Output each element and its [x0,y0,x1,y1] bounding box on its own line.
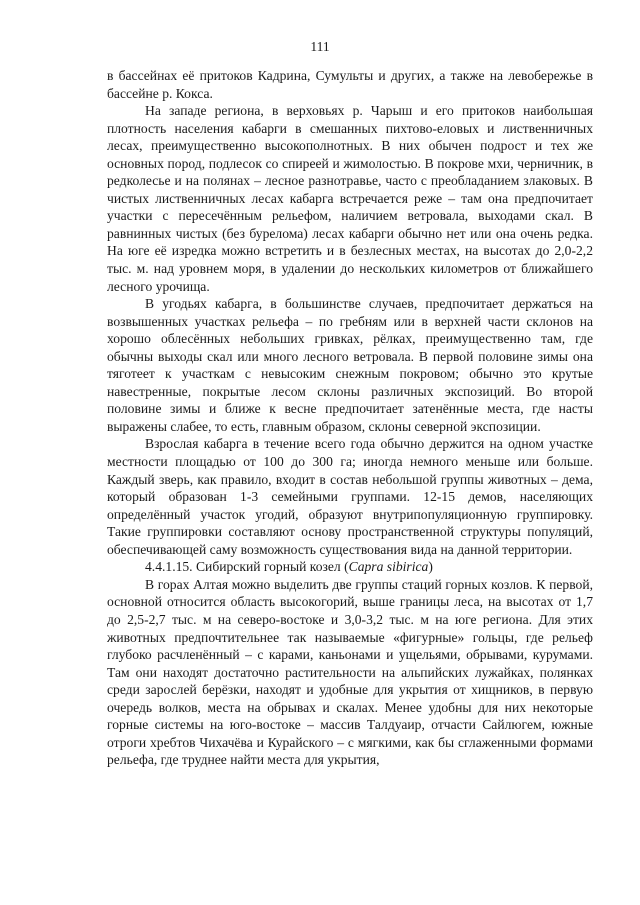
paragraph-continuation: в бассейнах её притоков Кадрина, Сумульты и других, а также на левобережье в бассейне р. Кокса. [107,68,593,101]
section-heading-text: 4.4.1.15. Сибирский горный козел ( [145,559,349,575]
section-heading-close: ) [428,559,433,575]
paragraph: На западе региона, в верховьях р. Чарыш и его притоков наибольшая плотность населения кабарги в смешанных пихтово-еловых и лиственничных лесах, преимущественно высокополнотных. В них обычен подрост и тех же основных пород, подлесок со спиреей и жимолостью. В покрове мхи, черничник, в редколесье и на полянах – лесное разнотравье, часто с преобладанием злаковых. В чистых лиственничных лесах кабарга встречается реже – там она предпочитает участки с пересечённым рельефом, наличием ветровала, выходами скал. В равнинных чистых (без бурелома) лесах кабарги обычно нет или она очень редка. На юге её изредка можно встретить и в безлесных местах, на высотах до 2,0-2,2 тыс. м. над уровнем моря, в удалении до нескольких километров от ближайшего лесного урочища. [107,103,593,294]
page-number: 111 [310,39,330,54]
body-text [107,67,593,769]
section-heading [107,558,593,576]
paragraph: В горах Алтая можно выделить две группы стаций горных козлов. К первой, основной относится область высокогорий, выше границы леса, на высотах от 1,7 до 2,5-2,7 тыс. м на северо-востоке и 3,0-3,2 тыс. м на юге региона. Для этих животных предпочтительнее так называемые «фигурные» гольцы, где рельеф глубоко расчленённый – с карами, каньонами и ущельями, обрывами, курумами. Там они находят достаточно растительности на альпийских лужайках, полянках среди зарослей берёзки, находят и удобные для укрытия от хищников, в первую очередь волков, места на обрывах и скалах. Менее удобны для них некоторые горные системы на юго-востоке – массив Талдуаир, отчасти Сайлюгем, южные отроги хребтов Чихачёва и Курайского – с мягкими, как бы сглаженными формами рельефа, где труднее найти места для укрытия, [107,576,593,768]
paragraph: В угодьях кабарга, в большинстве случаев, предпочитает держаться на возвышенных участках рельефа – по гребням или в верхней части склонов на хорошо облесённых небольших гривках, рёлках, преимущественно там, где обычны выходы скал или много лесного ветровала. В первой половине зимы она тяготеет к участкам с невысоким снежным покровом; обычно это крутые навестренные, покрытые лесом склоны различных экспозиций. Во второй половине зимы и ближе к весне предпочитает затенённые места, где насты выражены слабее, то есть, главным образом, склоны северной экспозиции. [107,296,593,434]
species-latin-name: Capra sibirica [348,559,429,575]
paragraph: Взрослая кабарга в течение всего года обычно держится на одном участке местности площадью от 100 до 300 га; иногда немного меньше или больше. Каждый зверь, как правило, входит в состав небольшой группы животных – дема, который образован 1-3 семейными группами. 12-15 демов, населяющих определённый участок угодий, образуют внутрипопуляционную группировку. Такие группировки составляют основу пространственной структуры популяций, обеспечивающей саму возможность существования вида на данной территории. [107,436,593,557]
